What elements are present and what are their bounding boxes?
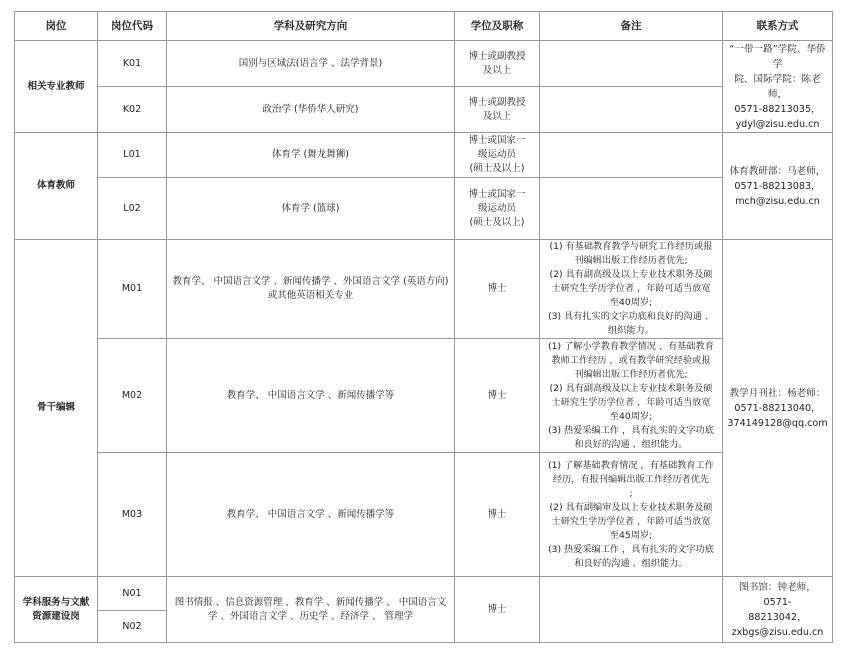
- remark-line: ;: [629, 487, 633, 499]
- remark-line: 至45周岁;: [609, 529, 653, 541]
- contact-email: ydyl@zisu.edu.cn: [735, 118, 820, 130]
- remark-line: 至40周岁;: [609, 410, 653, 422]
- post-cell: 相关专业教师: [15, 41, 98, 133]
- degree-cell: 博士: [455, 577, 540, 643]
- degree-cell: [455, 133, 540, 178]
- field-line: 教育学、 中国语言文学 、新闻传播学 、外国语言文学 (英语方向): [172, 276, 449, 287]
- contact-cell: [723, 133, 833, 240]
- contact-email: mch@zisu.edu.cn: [735, 195, 820, 207]
- remark-cell: [540, 41, 723, 87]
- contact-email: 374149128@qq.com: [727, 417, 828, 429]
- table-row: [15, 133, 833, 178]
- contact-cell: [723, 41, 833, 133]
- field-line: 或其他英语相关专业: [267, 290, 354, 301]
- degree-line: 博士或副教授: [468, 50, 526, 62]
- code-cell: K02: [98, 87, 167, 133]
- contact-email: zxbgs@zisu.edu.cn: [731, 626, 824, 638]
- header-post: 岗位: [15, 12, 98, 41]
- remark-line: 刊编辑出版工作经历者优先;: [574, 368, 688, 380]
- remark-cell: [540, 178, 723, 240]
- degree-line: (硕士及以上): [469, 216, 525, 228]
- field-cell: [167, 577, 455, 643]
- recruitment-table: [14, 11, 833, 643]
- table-row: [15, 577, 833, 611]
- remark-cell: [540, 133, 723, 178]
- remark-cell: [540, 577, 723, 643]
- remark-line: 士研究生学历学位者 ，年龄可适当放宽: [551, 515, 711, 527]
- remark-line: 和良好的沟通 、组织能力。: [574, 557, 688, 569]
- remark-cell: [540, 240, 723, 339]
- remark-line: (2) 具有副编审及以上专业技术职务及硕: [549, 501, 713, 513]
- degree-cell: [455, 41, 540, 87]
- remark-line: 和良好的沟通 、组织能力。: [574, 438, 688, 450]
- contact-line: 院、国际学院：陈老师，: [734, 73, 821, 100]
- degree-cell: 博士: [455, 240, 540, 339]
- code-cell: M01: [98, 240, 167, 339]
- contact-line: 88213042，: [748, 611, 807, 623]
- table-row: [15, 339, 833, 453]
- contact-line: “一带一路”学院、华侨学: [729, 43, 826, 70]
- post-cell: [15, 577, 98, 643]
- remark-cell: [540, 339, 723, 453]
- table-row: [15, 453, 833, 577]
- contact-line: 0571-88213040，: [734, 402, 821, 414]
- table-row: [15, 178, 833, 240]
- degree-line: 及以上: [482, 64, 512, 76]
- field-cell: 政治学 (华侨华人研究): [167, 87, 455, 133]
- contact-line: 0571-88213083，: [734, 180, 821, 192]
- post-cell: 骨干编辑: [15, 240, 98, 577]
- remark-line: 组织能力。: [608, 325, 654, 336]
- table-row: [15, 240, 833, 339]
- field-line: 学 、外国语言文学 、历史学 、经济学 、 管理学: [207, 610, 414, 622]
- post-line: 资源建设岗: [32, 610, 80, 622]
- remark-line: (1) 了解小学教育教学情况 、有基础教育: [548, 340, 714, 352]
- remark-line: (2) 具有副高级及以上专业技术职务及硕: [549, 269, 713, 280]
- remark-line: (1) 了解基础教育情况 ，有基础教育工作: [548, 459, 714, 471]
- remark-line: (3) 热爱采编工作 ，具有扎实的文字功底: [548, 424, 714, 436]
- table-row: [15, 41, 833, 87]
- header-contact: 联系方式: [723, 12, 833, 41]
- field-cell: 体育学 (篮球): [167, 178, 455, 240]
- code-cell: L01: [98, 133, 167, 178]
- field-cell: 教育学、 中国语言文学 、新闻传播学等: [167, 453, 455, 577]
- table-header-row: [15, 12, 833, 41]
- field-cell: 教育学、 中国语言文学 、新闻传播学等: [167, 339, 455, 453]
- degree-cell: [455, 87, 540, 133]
- contact-line: 教学月刊社：杨老师：: [729, 387, 826, 399]
- degree-cell: 博士: [455, 339, 540, 453]
- degree-line: 及以上: [482, 110, 512, 122]
- code-cell: N02: [98, 611, 167, 643]
- remark-line: 士研究生学历学位者 ，年龄可适当放宽: [551, 283, 711, 294]
- remark-line: (2) 具有副高级及以上专业技术职务及硕: [549, 382, 713, 394]
- remark-line: (3) 热爱采编工作 ，具有扎实的文字功底: [548, 543, 714, 555]
- field-cell: 体育学 (舞龙舞狮): [167, 133, 455, 178]
- field-cell: 国别与区域法(语言学 、法学背景): [167, 41, 455, 87]
- degree-line: 级运动员: [477, 202, 516, 214]
- code-cell: N01: [98, 577, 167, 611]
- remark-line: 经历，有报刊编辑出版工作经历者优先: [552, 473, 710, 485]
- degree-line: (硕士及以上): [469, 163, 525, 174]
- remark-cell: [540, 453, 723, 577]
- degree-line: 博士或国家一: [468, 188, 526, 200]
- code-cell: M02: [98, 339, 167, 453]
- remark-line: 教师工作经历 ，或有教学研究经验或报: [551, 354, 711, 366]
- header-remark: 备注: [540, 12, 723, 41]
- degree-line: 博士或副教授: [468, 96, 526, 108]
- degree-line: 级运动员: [477, 149, 516, 160]
- contact-line: 体育教研部：马老师，: [729, 165, 826, 177]
- code-cell: L02: [98, 178, 167, 240]
- header-degree: 学位及职称: [455, 12, 540, 41]
- remark-cell: [540, 87, 723, 133]
- code-cell: M03: [98, 453, 167, 577]
- remark-line: 至40周岁;: [609, 297, 653, 308]
- table-row: [15, 87, 833, 133]
- contact-cell: [723, 240, 833, 577]
- header-code: 岗位代码: [98, 12, 167, 41]
- contact-cell: [723, 577, 833, 643]
- post-cell: 体育教师: [15, 133, 98, 240]
- remark-line: (3) 具有扎实的文字功底和良好的沟通 、: [548, 311, 714, 322]
- remark-line: 士研究生学历学位者 ，年龄可适当放宽: [551, 396, 711, 408]
- code-cell: K01: [98, 41, 167, 87]
- post-line: 学科服务与文献: [22, 596, 90, 608]
- contact-line: 图书馆：钟老师，0571-: [739, 581, 816, 608]
- degree-cell: 博士: [455, 453, 540, 577]
- contact-line: 0571-88213035，: [734, 103, 821, 115]
- field-line: 图书情报 、信息资源管理 、教育学 、新闻传播学 、 中国语言文: [174, 596, 447, 608]
- remark-line: 刊编辑出版工作经历者优先;: [574, 255, 688, 266]
- degree-cell: [455, 178, 540, 240]
- field-cell: [167, 240, 455, 339]
- header-field: 学科及研究方向: [167, 12, 455, 41]
- remark-line: (1) 有基础教育教学与研究工作经历或报: [549, 241, 713, 252]
- degree-line: 博士或国家一: [468, 135, 526, 146]
